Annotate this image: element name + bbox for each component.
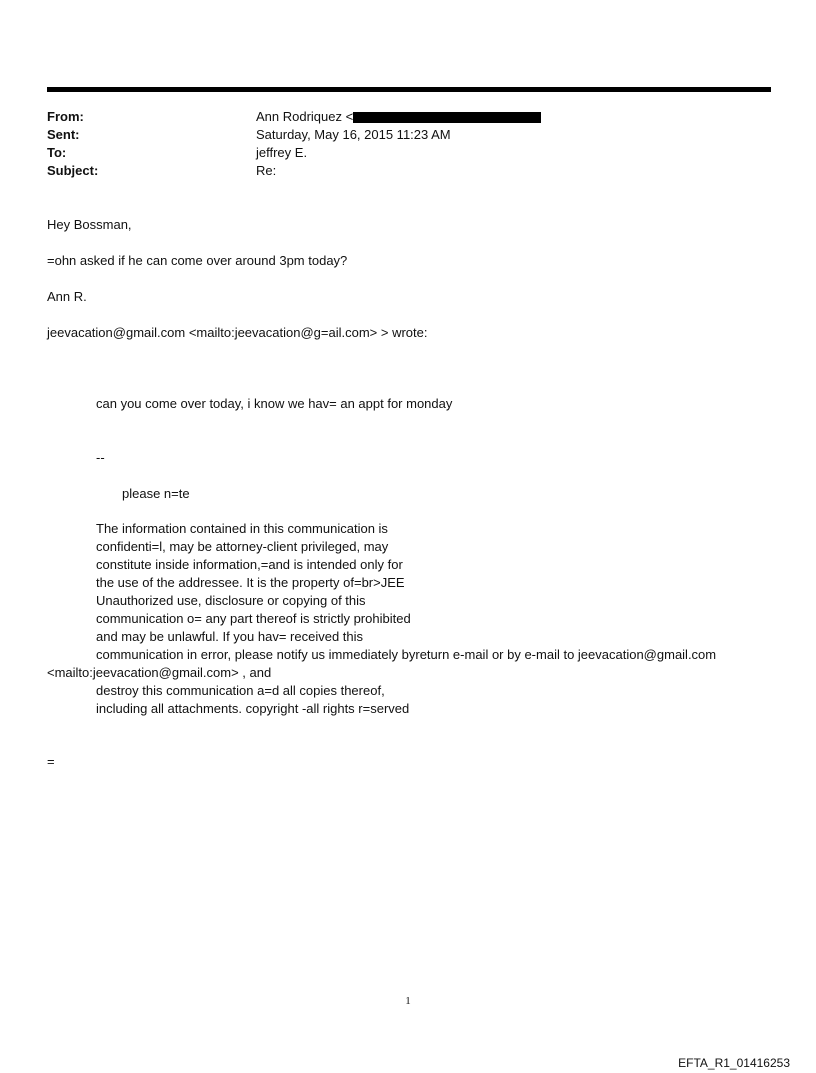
note-line: please n=te: [122, 486, 190, 501]
page-number: 1: [405, 995, 411, 1007]
trailing-char: =: [47, 754, 55, 769]
disclaimer-line: including all attachments. copyright -all rights r=served: [96, 701, 410, 716]
disclaimer-line: The information contained in this communication is: [96, 521, 388, 536]
redaction-bar: [353, 112, 541, 123]
disclaimer-line: communication o= any part thereof is strictly prohibited: [96, 611, 411, 626]
quoted-message: can you come over today, i know we hav= an appt for monday: [96, 396, 453, 411]
disclaimer-wrap-line: <mailto:jeevacation@gmail.com> , and: [47, 665, 272, 680]
greeting: Hey Bossman,: [47, 217, 132, 232]
message: =ohn asked if he can come over around 3pm today?: [47, 253, 348, 268]
sent-label: Sent:: [47, 127, 80, 142]
disclaimer-line: communication in error, please notify us immediately byreturn e-mail or by e-mail to jeevacation@gmail.com: [96, 647, 717, 662]
disclaimer-line: and may be unlawful. If you hav= received this: [96, 629, 364, 644]
disclaimer-line: the use of the addressee. It is the property of=br>JEE: [96, 575, 405, 590]
disclaimer-line: confidenti=l, may be attorney-client privileged, may: [96, 539, 389, 554]
subject-label: Subject:: [47, 163, 99, 178]
disclaimer-line: destroy this communication a=d all copies thereof,: [96, 683, 385, 698]
document-id: EFTA_R1_01416253: [678, 1056, 790, 1070]
subject-value: Re:: [256, 163, 277, 178]
signature: Ann R.: [47, 289, 87, 304]
signature-separator: --: [96, 450, 105, 465]
quote-intro: jeevacation@gmail.com <mailto:jeevacation@g=ail.com> > wrote:: [47, 325, 428, 340]
to-label: To:: [47, 145, 67, 160]
to-value: jeffrey E.: [256, 145, 308, 160]
sender-name: Ann Rodriquez <: [256, 109, 354, 124]
sent-value: Saturday, May 16, 2015 11:23 AM: [256, 127, 451, 142]
from-value: [256, 108, 541, 126]
header-divider: [47, 87, 771, 92]
disclaimer-line: constitute inside information,=and is intended only for: [96, 557, 403, 572]
disclaimer-line: Unauthorized use, disclosure or copying of this: [96, 593, 366, 608]
from-label: From:: [47, 109, 84, 124]
